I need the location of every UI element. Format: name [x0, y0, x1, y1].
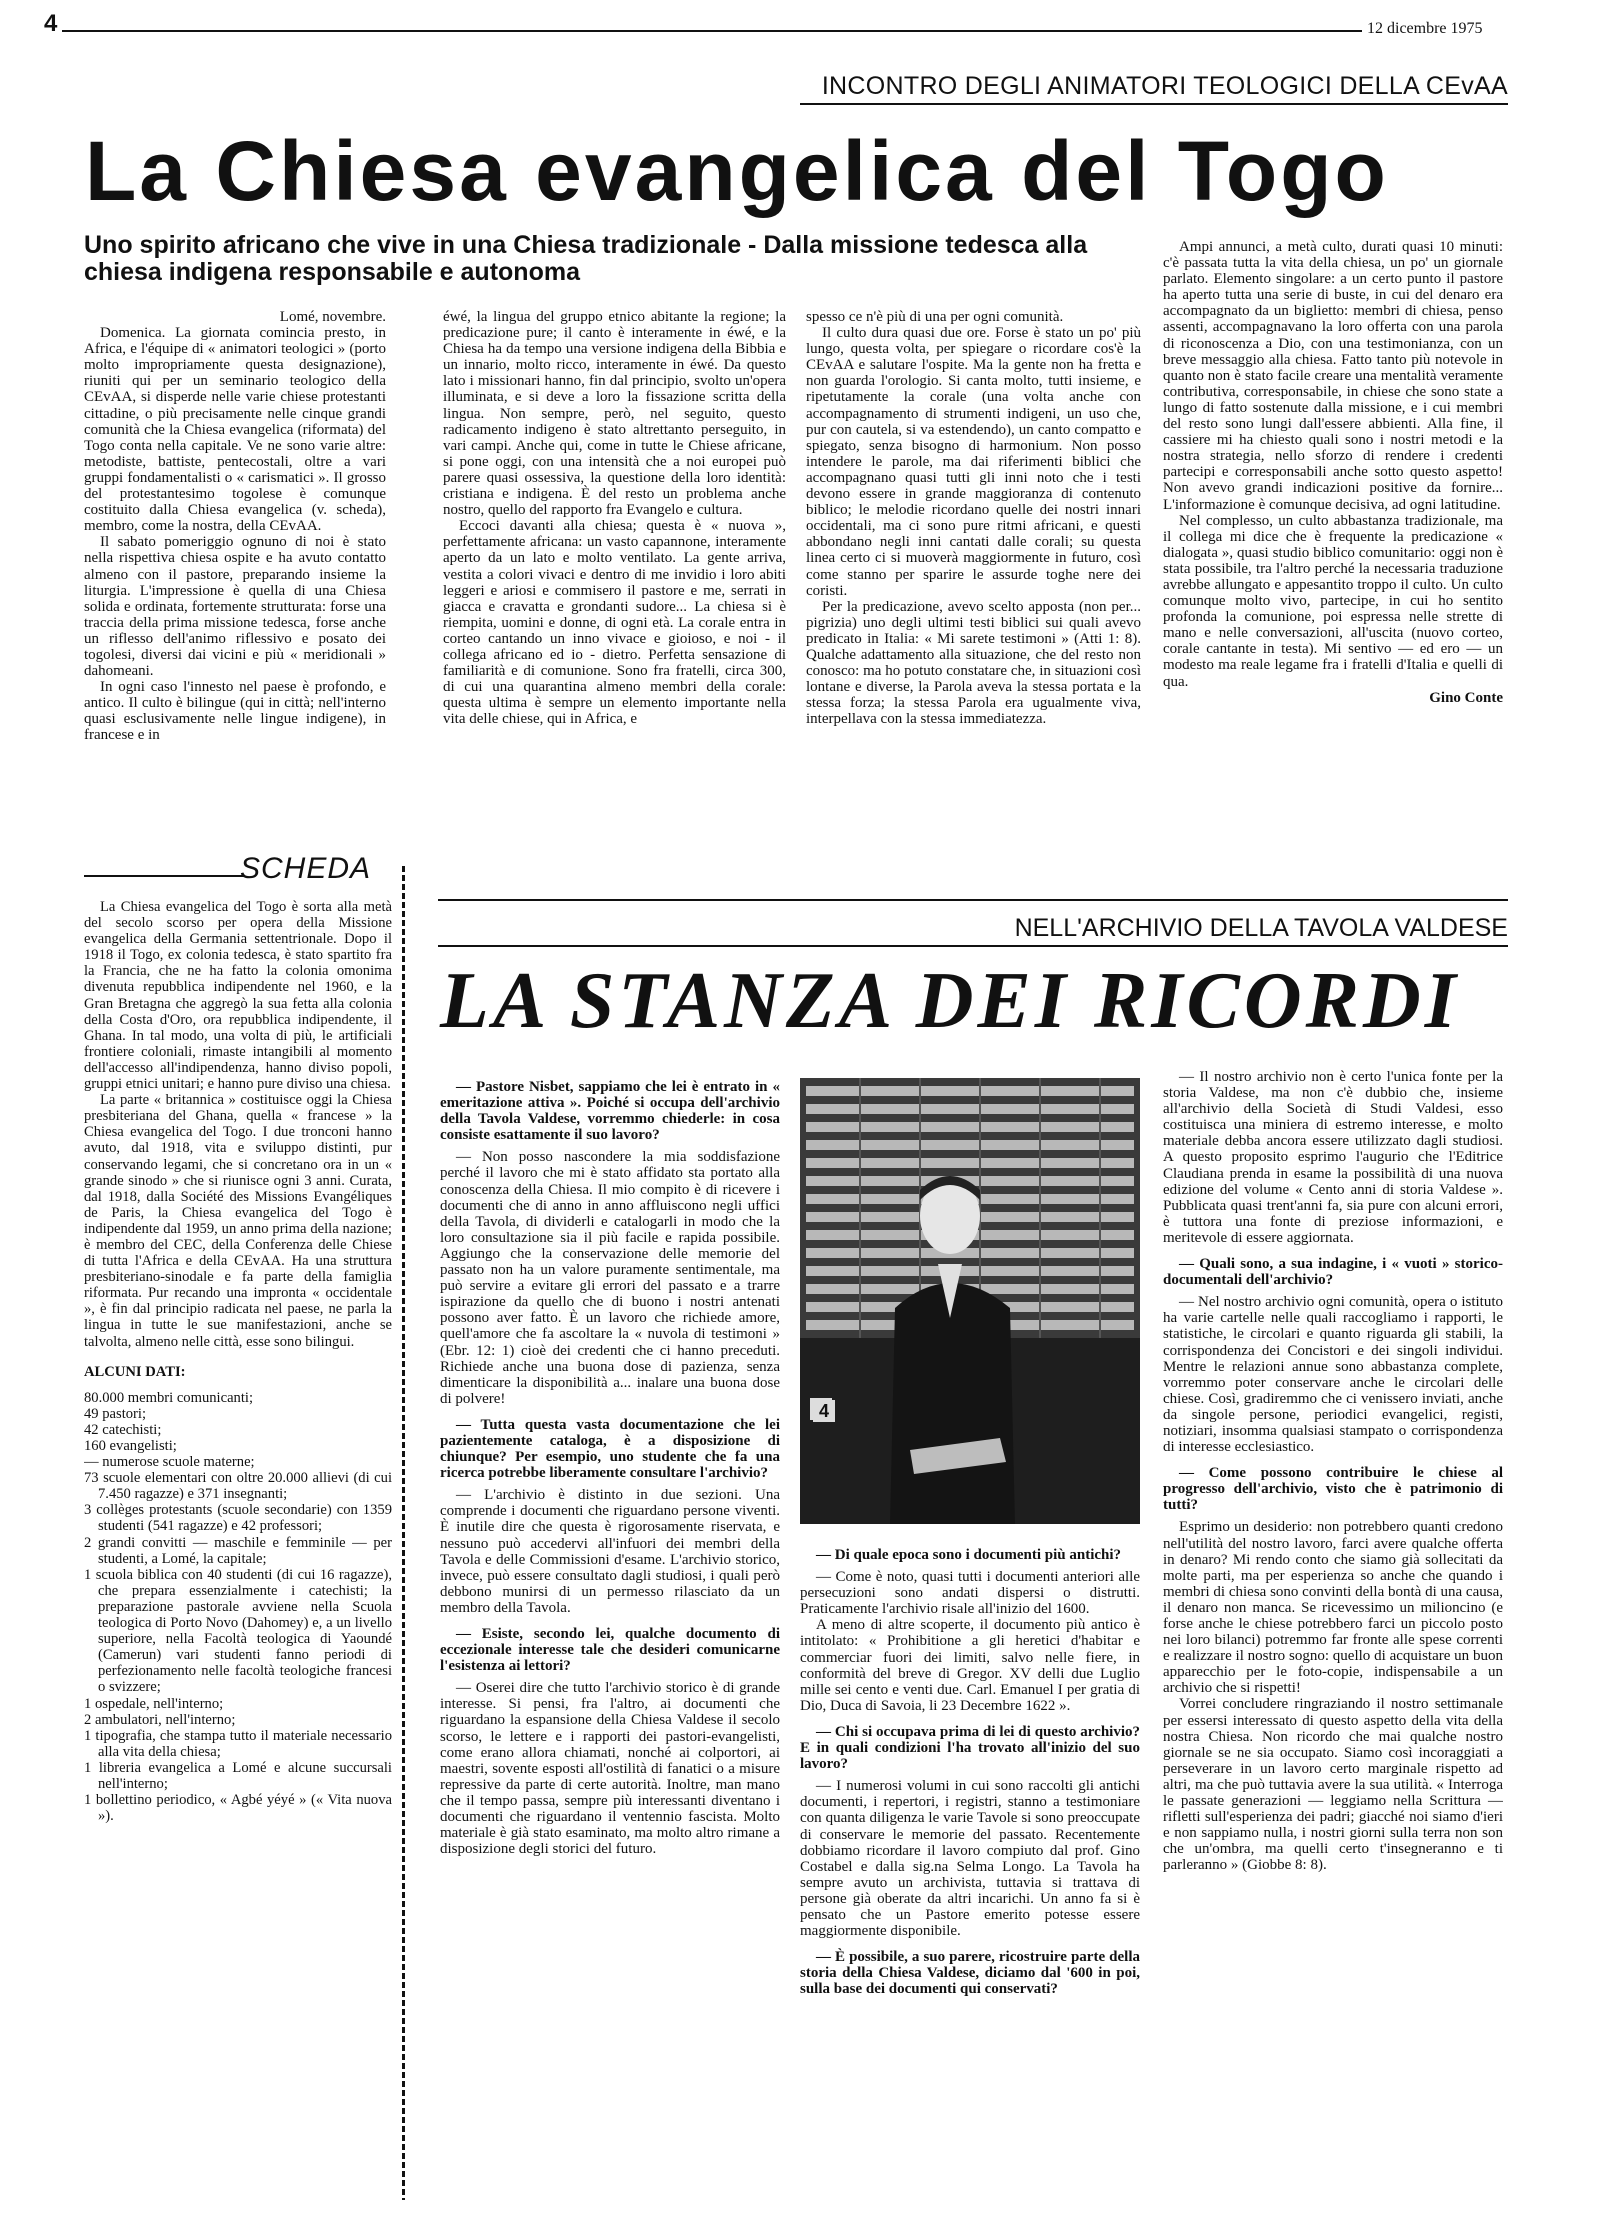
interview-question: — È possibile, a suo parere, ricostruire parte della storia della Chiesa Valdese, diciamo dal '600 in poi, sulla base dei documenti qui conservati? — [800, 1949, 1140, 1998]
article2-kicker: NELL'ARCHIVIO DELLA TAVOLA VALDESE — [1014, 914, 1508, 942]
interview-answer: — Oserei dire che tutto l'archivio storico è di grande interesse. Si pensi, fra l'altro, ai documenti che riguardano la espansione della Chiesa Valdese il secolo scorso, le lettere e i rapporti dei pastori-evangelisti, come erano allora chiamati, nonché ai colportori, ai maestri, sovente esposti all'ostilità di fanatici o a misure repressive da parte di certe autorità. Inoltre, man mano che il tempo passa, sempre più interessanti diventano i documenti che riguardano il ventennio fascista. Molto materiale è già stato esaminato, ma molto altro rimane a disposizione degli storici del futuro. — [440, 1680, 780, 1858]
article-subtitle: Uno spirito africano che vive in una Chiesa tradizionale - Dalla missione tedesca alla chiesa indigena responsabile e autonoma — [84, 231, 1088, 286]
data-list — [84, 1390, 392, 1825]
data-item: 160 evangelisti; — [84, 1438, 177, 1454]
paragraph: Eccoci davanti alla chiesa; questa è « nuova », perfettamente africana: un vasto capannone, interamente aperto da un lato e molto ventilato. La gente arriva, vestita a colori vivaci e dentro di me invidio i loro abiti leggeri e ariosi e commisero il pastore e me, serrati in giacca e cravatta e grondanti sudore... La chiesa si è riempita, uomini e donne, di ogni età. La corale entra in corteo cantando un inno vivace e gioioso, e noi - il collega africano ed io - dietro. Perfetta sensazione di familiarità e di comunione. Sono fra fratelli, circa 300, di cui una quarantina almeno membri della corale: questa ultima è sempre un elemento importante nella vita delle chiese, qui in Africa, e — [443, 518, 786, 728]
data-item: 42 catechisti; — [84, 1421, 162, 1438]
archivist-photo-image — [800, 1078, 1140, 1524]
paragraph: Nel complesso, un culto abbastanza tradizionale, ma il collega mi dice che è frequente la predicazione « dialogata », quasi studio biblico comunitario: oggi non è stata possibile, tra l'altro perché la necessaria traduzione avrebbe allungato e appesantito troppo il culto. Un culto comunque molto vivo, partecipe, in cui ho sentito profonda la comunione, poi espressa nelle strette di mano e nelle conversazioni, all'uscita (nuovo corteo, corale cantante in testa). Mi sentivo — ed ero — un modesto ma reale legame fra i fratelli d'Italia e quelli di qua. — [1163, 512, 1503, 690]
interview-answer: — I numerosi volumi in cui sono raccolti gli antichi documenti, i repertori, i registri, stanno a testimoniare con quanta diligenza le varie Tavole si sono preoccupate di conservare le memorie del passato. Recentemente dobbiamo ricordare il lavoro compiuto dal prof. Gino Costabel e dalla sig.na Selma Longo. La Tavola ha sempre avuto un archivista, tuttavia si trattava di persone già oberate da altri incarichi. Un anno fa si è pensato che un Pastore emerito potesse essere maggiormente disponibile. — [800, 1778, 1140, 1940]
interview-col-1 — [440, 1069, 780, 2194]
article2-title: LA STANZA DEI RICORDI — [440, 957, 1460, 1045]
author: Gino Conte — [1429, 689, 1503, 706]
data-item: 2 ambulatori, nell'interno; — [84, 1711, 236, 1728]
issue-date: 12 dicembre 1975 — [1367, 20, 1483, 37]
archivist-photo — [800, 1078, 1140, 1524]
data-item: — numerose scuole materne; — [84, 1454, 255, 1471]
data-item: 1 libreria evangelica a Lomé e alcune succursali nell'interno; — [84, 1759, 392, 1792]
data-item: 73 scuole elementari con oltre 20.000 allievi (di cui 7.450 ragazze) e 371 insegnanti; — [84, 1470, 392, 1503]
interview-question: — Di quale epoca sono i documenti più antichi? — [816, 1547, 1122, 1563]
paragraph: Domenica. La giornata comincia presto, in Africa, e l'équipe di « animatori teologici » (porto molto impropriamente questa designazione), riuniti qui per un seminario teologico della CEvAA, si disperde nelle varie chiese protestanti cittadine, o più precisamente nelle cinque grandi comunità che la Chiesa evangelica (riformata) del Togo conta nella capitale. Ve ne sono varie altre: metodiste, battiste, pentecostali, oltre a vari gruppi fondamentalisti o « carismatici ». Il grosso del protestantesimo togolese è comunque costituito dalla Chiesa evangelica (v. scheda), membro, come la nostra, della CEvAA. — [84, 325, 386, 535]
interview-question: — Esiste, secondo lei, qualche documento di eccezionale interesse tale che desideri comunicarne l'esistenza ai lettori? — [440, 1626, 780, 1675]
paragraph: spesso ce n'è più di una per ogni comunità. — [806, 309, 1064, 325]
scheda-rule — [84, 875, 244, 877]
article-col-4 — [1163, 239, 1503, 899]
data-item: 80.000 membri comunicanti; — [84, 1389, 254, 1406]
paragraph: In ogni caso l'innesto nel paese è profondo, e antico. Il culto è bilingue (qui in città; nell'interno quasi esclusivamente nelle lingue indigene), in francese e in — [84, 679, 386, 744]
article2-kicker-rule — [438, 945, 1508, 947]
scheda-divider — [402, 866, 405, 2200]
scheda-box — [84, 899, 392, 2189]
interview-question: — Chi si occupava prima di lei di questo archivio? E in quali condizioni l'ha trovato all'inizio del suo lavoro? — [800, 1723, 1140, 1773]
scheda-heading: SCHEDA — [240, 852, 372, 885]
interview-answer: Vorrei concludere ringraziando il nostro settimanale per essersi interessato di questo aspetto della vita della nostra Chiesa. Non ricordo che mai qualche nostro giornale se ne sia occupato. Siamo così incoraggiati a perseverare in un lavoro certo marginale rispetto ad altri, ma che può tuttavia avere la sua utilità. « Interroga le passate generazioni — leggiamo nella Scrittura — rifletti sull'esperienza dei padri; giacché noi siamo d'ieri e non sappiamo nulla, i nostri giorni sulla terra non son che un'ombra, ma quelli certo t'insegneranno e ti parleranno » (Giobbe 8: 8). — [1163, 1696, 1503, 1874]
interview-col-3 — [1163, 1069, 1503, 2194]
data-item: 1 bollettino periodico, « Agbé yéyé » (« Vita nuova »). — [84, 1792, 392, 1825]
article-col-1 — [84, 309, 386, 844]
interview-question: — Tutta questa vasta documentazione che lei pazientemente cataloga, è a disposizione di chiunque? Per esempio, uno studente che fa una ricerca potrebbe liberamente consultare l'archivio? — [440, 1416, 780, 1482]
data-item: 1 scuola biblica con 40 studenti (di cui 16 ragazze), che prepara essenzialmente i catechisti; la preparazione pastorale avviene nella Scuola teologica di Porto Novo (Dahomey) e, a un livello superiore, nella Facoltà teologica di Yaoundé (Camerun) vari studenti fanno periodi di perfezionamento nelle facoltà teologiche francesi o svizzere; — [84, 1566, 392, 1696]
interview-answer: — Nel nostro archivio ogni comunità, opera o istituto ha varie cartelle nelle quali raccogliamo i rapporti, le statistiche, le circolari e quanto riguarda gli stabili, la corrispondenza dei Concistori e dei singoli individui. Mentre le relazioni annue sono abbastanza complete, vorremmo poter conservare anche le circolari delle chiese. Così, gradiremmo che ci venissero inviati, anche da singole persone, periodici evangelici, registi, notiziari, insomma qualsiasi stampato o corrispondenza di interesse ecclesiastico. — [1163, 1294, 1503, 1456]
interview-answer: A meno di altre scoperte, il documento più antico è intitolato: « Prohibitione a gli heretici d'habitar e commerciar fuori dei limiti, salvo nelle fiere, in conformità del breve di Gregor. XV delli due Luglio mille sei cento e venti due. Carl. Emanuel I per gratia di Dio, Duca di Savoia, li 23 Decembre 1622 ». — [800, 1617, 1140, 1714]
paragraph: Il sabato pomeriggio ognuno di noi è stato nella rispettiva chiesa ospite e ha avuto contatto almeno con il pastore, preparando insieme la liturgia. L'impressione è quella di una Chiesa solida e ordinata, fortemente strutturata: forse una traccia della prima missione tedesca, forse anche un riflesso dell'animo riflessivo e posato dei togolesi, diversi dai vicini e più « meridionali » dahomeani. — [84, 534, 386, 680]
data-heading: ALCUNI DATI: — [84, 1363, 186, 1380]
scheda-paragraph: La Chiesa evangelica del Togo è sorta alla metà del secolo scorso per opera della Missione evangelica della Germania settentrionale. Dopo il 1918 il Togo, ex colonia tedesca, è stato spartito fra la Francia, che ne ha fatto la colonia omonima divenuta repubblica indipendente nel 1960, e la Gran Bretagna che aggregò la sua fetta alla colonia della Costa d'Oro, ora repubblica indipendente, il Ghana. In tal modo, una volta di più, le artificiali frontiere coloniali, rimaste intangibili al momento dell'accesso all'indipendenza, hanno diviso popoli, gruppi etnici unitari; e hanno pure diviso una chiesa. — [84, 899, 392, 1093]
data-item: 1 tipografia, che stampa tutto il materiale necessario alla vita della chiesa; — [84, 1727, 392, 1760]
header-rule — [62, 30, 1362, 32]
interview-question: — Pastore Nisbet, sappiamo che lei è entrato in « emeritazione attiva ». Poiché si occupa dell'archivio della Tavola Valdese, vorremmo chiederle: in cosa consiste esattamente il suo lavoro? — [440, 1079, 780, 1144]
data-item: 2 grandi convitti — maschile e femminile — per studenti, a Lomé, la capitale; — [84, 1534, 392, 1567]
article-col-2 — [443, 309, 786, 910]
photo-number-tag: 4 — [813, 1400, 835, 1422]
data-item: 3 collèges protestants (scuole secondarie) con 1359 studenti (541 ragazze) e 42 professori; — [84, 1502, 392, 1535]
interview-answer: — Non posso nascondere la mia soddisfazione perché il lavoro che mi è stato affidato sta portato alla conoscenza della Chiesa. Il mio compito è di ricevere i documenti che di anno in anno affluiscono negli uffici della Tavola, di dividerli e catalogarli in modo che la loro consultazione sia il più facile e rapida possibile. Aggiungo che la conservazione delle memorie del passato non ha un valore puramente sentimentale, ma può servire a evitare gli errori del passato e a trarre ispirazione da quello che di buono i nostri antenati possono aver fatto. È un lavoro che richiede amore, quell'amore che fa ascoltare la « nuvola di testimoni » (Ebr. 12: 1) cioè dei credenti che ci hanno preceduti. Richiede anche una buona dose di pazienza, senza dimenticare la disponibilità a... inalare una buona dose di polvere! — [440, 1149, 780, 1407]
interview-answer: Esprimo un desiderio: non potrebbero quanti credono nell'utilità del nostro lavoro, farci avere qualche offerta in denaro? Mi rendo conto che siamo già sollecitati da molte parti, ma per esperienza so anche che quando i membri di chiesa sono convinti della bontà di una causa, il denaro non manca. Se ricevessimo un milioncino (e forse anche le chiese potrebbero farci un piccolo posto nei loro bilanci) potremmo far fronte alle spese correnti e realizzare il nostro sogno: quello di acquistare un buon apparecchio per le foto-copie, indispensabile a un archivio che si rispetti! — [1163, 1519, 1503, 1697]
interview-col-2 — [800, 1537, 1140, 2194]
kicker-rule — [800, 103, 1508, 105]
article-col-3 — [806, 309, 1141, 910]
interview-answer: — Come è noto, quasi tutti i documenti anteriori alle persecuzioni sono andati dispersi o distrutti. Praticamente l'archivio risale all'inizio del 1600. — [800, 1569, 1140, 1618]
paragraph: Ampi annunci, a metà culto, durati quasi 10 minuti: c'è passata tutta la vita della chiesa, un po' un giornale parlato. Elemento singolare: a un certo punto il pastore ha aperto tutta una serie di buste, in cui del denaro era accompagnato da un biglietto: membri di chiesa, penso assenti, accompagnavano la loro offerta con una parola di riconoscenza a Dio, con una testimonianza, con un breve messaggio alla chiesa. Fatto tanto più notevole in quanto non è stato facile creare una mentalità veramente contributiva, corresponsabile, in chiese che sono state a lungo di fatto sostenute dalla missione, e i cui membri del resto sono lungi dall'essere abbienti. Alla fine, il cassiere mi ha chiesto quali sono i nostri metodi e la nostra strategia, nello sforzo di rendere i credenti partecipi e corresponsabili anche sotto questo aspetto! Non avevo grandi indicazioni positive da fornire... L'informazione è comunque decisiva, ad ogni latitudine. — [1163, 239, 1503, 513]
dateline: Lomé, novembre. — [279, 309, 386, 325]
paragraph: Il culto dura quasi due ore. Forse è stato un po' più lungo, questa volta, per spiegare o ricordare cos'è la CEvAA e salutare l'ospite. Ma la gente non ha fretta e non guarda l'orologio. Si canta molto, tutti insieme, e ripetutamente la corale (una volta anche con accompagnamento di strumenti indigeni, un uso che, pur con cautela, si va estendendo), un canto compatto e spiegato, senza bisogno di harmonium. Non posso intendere le parole, ma dai riferimenti biblici che accompagnano quasi tutti gli inni noto che i testi devono essere in grande maggioranza di contenuto biblico; le melodie ricordano quelle dei nostri innari occidentali, ma ci sono pure ritmi africani, e questi abbondano negli inni cantati dalle corali; su questa linea certo ci si muoverà maggiormente in futuro, così come stanno per sparire le assurde toghe nere dei coristi. — [806, 325, 1141, 599]
page-number: 4 — [44, 10, 58, 37]
interview-question: — Quali sono, a sua indagine, i « vuoti » storico-documentali dell'archivio? — [1163, 1256, 1503, 1289]
data-item: 49 pastori; — [84, 1405, 147, 1422]
article-title: La Chiesa evangelica del Togo — [85, 124, 1389, 218]
paragraph: Per la predicazione, avevo scelto apposta (non per... pigrizia) uno degli ultimi testi biblici sui quali avevo predicato in Italia: « Mi sarete testimoni » (Atti 1: 8). Qualche adattamento alla situazione, che del resto non conosco: ma ho potuto constatare che, in situazioni così lontane e diverse, la Parola aveva la stessa portata e la stessa forza; la stessa Parola era ugualmente viva, interpellava con la stessa immediatezza. — [806, 598, 1141, 728]
paragraph: éwé, la lingua del gruppo etnico abitante la regione; la predicazione pure; il canto è interamente in éwé, e la Chiesa ha da tempo una versione indigena della Bibbia e un innario, molto ricco, interamente in éwé. Da questo lato i missionari hanno, fin dal principio, svolto un'opera illuminata, e si deve a loro la fissazione scritta della lingua. Non sempre, però, nel seguito, questo radicamento indigeno è stato altrettanto perseguito, in vari campi. Anche qui, come in tutte le Chiese africane, si pone oggi, con una intensità che a noi europei può parere quasi ossessiva, la questione della loro identità: cristiana e indigena. È del resto un problema anche nostro, quello del rapporto fra Evangelo e cultura. — [443, 309, 786, 519]
interview-answer: — L'archivio è distinto in due sezioni. Una comprende i documenti che riguardano persone viventi. È inutile dire che questa è rigorosamente riservata, e nessuno può accedervi all'infuori dei membri della Tavola e delle Commissioni d'esame. L'archivio storico, invece, può essere consultato dagli studiosi, i quali però debbono munirsi di un permesso rilasciato da un membro della Tavola. — [440, 1487, 780, 1616]
article-kicker: INCONTRO DEGLI ANIMATORI TEOLOGICI DELLA CEvAA — [821, 72, 1508, 100]
interview-question: — Come possono contribuire le chiese al progresso dell'archivio, visto che è patrimonio di tutti? — [1163, 1465, 1503, 1514]
interview-answer: — Il nostro archivio non è certo l'unica fonte per la storia Valdese, ma non c'è dubbio che, insieme all'archivio della Società di Studi Valdesi, esso costituisca una miniera di estremo interesse, e molto materiale debba ancora essere utilizzato dagli studiosi. A questo proposito esprimo l'augurio che l'Editrice Claudiana prenda in esame la possibilità di una nuova edizione del volume « Cento anni di storia Valdese ». Pubblicata quasi trent'anni fa, sia pure con alcuni errori, è tuttora una fonte di preziose informazioni, e meritevole di essere aggiornata. — [1163, 1069, 1503, 1246]
scheda-paragraph: La parte « britannica » costituisce oggi la Chiesa presbiteriana del Ghana, quella « francese » la Chiesa evangelica del Togo. I due tronconi hanno avuto, dal 1918, vita e sviluppo distinti, pur conservando legami, che si concretano ora in un « grande sinodo » che si riunisce ogni 3 anni. Curata, dal 1918, dalla Société des Missions Evangéliques de Paris, la Chiesa evangelica del Togo è indipendente dal 1959, un anno prima della nazione; è membro del CEC, della Conferenza delle Chiese di tutta l'Africa e della CEvAA. Ha una struttura presbiteriano-sinodale e fa parte della famiglia riformata. Pur recando una impronta « occidentale », è fin dal principio radicata nel paese, ne parla la lingua in tutte le sue manifestazioni, anche se talvolta, almeno nelle città, esse sono bilingui. — [84, 1092, 392, 1350]
data-item: 1 ospedale, nell'interno; — [84, 1695, 224, 1712]
article2-top-rule — [438, 899, 1508, 901]
